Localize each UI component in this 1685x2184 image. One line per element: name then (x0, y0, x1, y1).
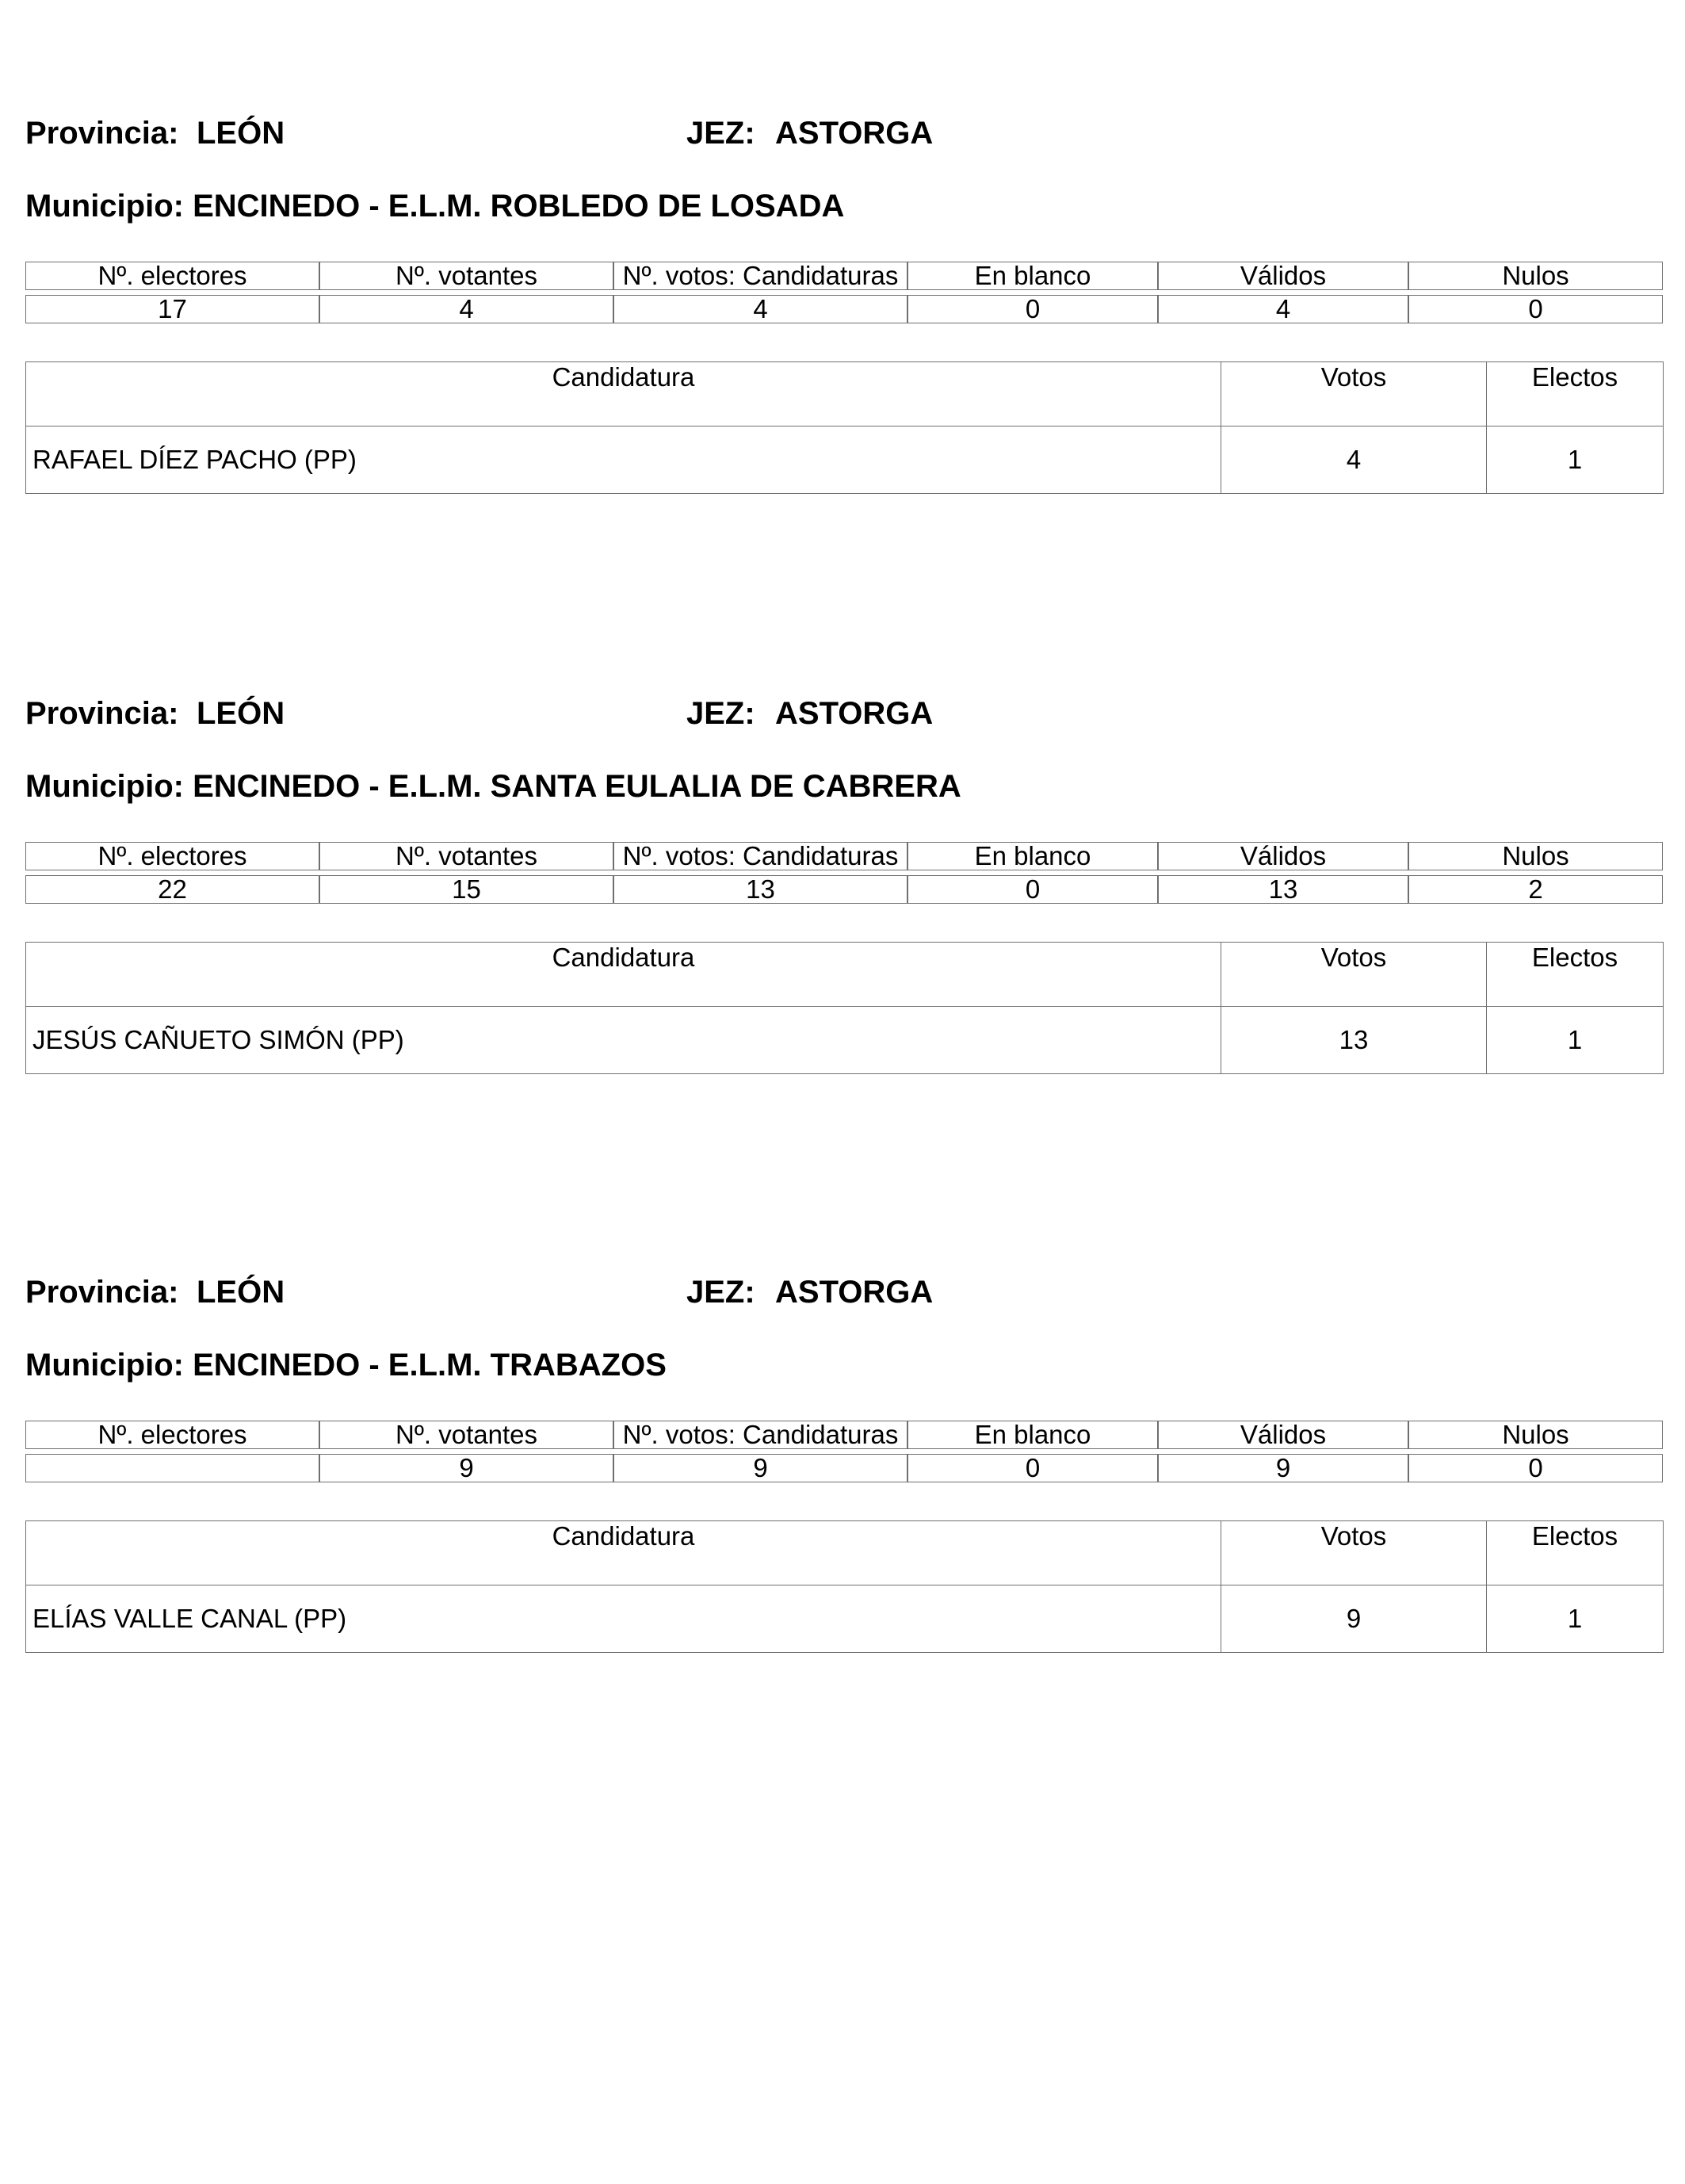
stats-header-electores: Nº. electores (25, 842, 319, 870)
candidate-name: JESÚS CAÑUETO SIMÓN (PP) (26, 1007, 1221, 1074)
stats-validos: 9 (1158, 1454, 1408, 1482)
cand-header-votos: Votos (1221, 943, 1487, 1007)
stats-votos-candidaturas: 4 (613, 295, 907, 323)
candidate-votos: 13 (1221, 1007, 1487, 1074)
municipio-value: ENCINEDO - E.L.M. ROBLEDO DE LOSADA (193, 189, 845, 224)
candidate-electos: 1 (1487, 426, 1664, 494)
stats-table (25, 262, 1663, 323)
cand-header-votos: Votos (1221, 362, 1487, 426)
stats-en-blanco: 0 (907, 295, 1158, 323)
stats-header-electores: Nº. electores (25, 262, 319, 290)
stats-nulos: 2 (1408, 875, 1663, 904)
municipio-label: Municipio: (25, 769, 184, 804)
cand-header-electos: Electos (1487, 362, 1664, 426)
stats-votos-candidaturas: 13 (613, 875, 907, 904)
municipio-line (25, 1348, 1663, 1395)
jez-label: JEZ: (686, 1275, 755, 1310)
stats-validos: 13 (1158, 875, 1408, 904)
candidate-votos: 4 (1221, 426, 1487, 494)
cand-header-candidatura: Candidatura (26, 1521, 1221, 1585)
table-row (26, 1585, 1664, 1653)
cand-header-candidatura: Candidatura (26, 362, 1221, 426)
table-row (26, 426, 1664, 494)
stats-nulos: 0 (1408, 295, 1663, 323)
candidates-table (25, 361, 1664, 494)
stats-nulos: 0 (1408, 1454, 1663, 1482)
stats-header-nulos: Nulos (1408, 842, 1663, 870)
stats-header-validos: Válidos (1158, 1421, 1408, 1449)
header-line (25, 116, 1663, 163)
stats-votantes: 4 (319, 295, 613, 323)
header-line (25, 696, 1663, 744)
provincia-label: Provincia: (25, 116, 179, 151)
jez-label: JEZ: (686, 696, 755, 731)
municipio-line (25, 189, 1663, 236)
stats-header-validos: Válidos (1158, 262, 1408, 290)
provincia-value: LEÓN (197, 116, 285, 151)
stats-header-votos-candidaturas: Nº. votos: Candidaturas (613, 1421, 907, 1449)
stats-header-votantes: Nº. votantes (319, 1421, 613, 1449)
stats-en-blanco: 0 (907, 875, 1158, 904)
stats-votos-candidaturas: 9 (613, 1454, 907, 1482)
jez-label: JEZ: (686, 116, 755, 151)
jez-value: ASTORGA (775, 1275, 934, 1310)
stats-header-votantes: Nº. votantes (319, 262, 613, 290)
candidate-name: RAFAEL DÍEZ PACHO (PP) (26, 426, 1221, 494)
stats-header-votantes: Nº. votantes (319, 842, 613, 870)
result-section-2 (25, 696, 1663, 1074)
municipio-label: Municipio: (25, 189, 184, 224)
stats-validos: 4 (1158, 295, 1408, 323)
stats-header-votos-candidaturas: Nº. votos: Candidaturas (613, 842, 907, 870)
municipio-line (25, 769, 1663, 817)
jez-value: ASTORGA (775, 696, 934, 731)
candidate-name: ELÍAS VALLE CANAL (PP) (26, 1585, 1221, 1653)
stats-electores (25, 1454, 319, 1482)
candidates-table (25, 1520, 1664, 1653)
stats-electores: 17 (25, 295, 319, 323)
cand-header-electos: Electos (1487, 1521, 1664, 1585)
stats-header-validos: Válidos (1158, 842, 1408, 870)
provincia-value: LEÓN (197, 1275, 285, 1310)
result-section-1 (25, 116, 1663, 494)
stats-votantes: 15 (319, 875, 613, 904)
stats-header-nulos: Nulos (1408, 1421, 1663, 1449)
stats-header-nulos: Nulos (1408, 262, 1663, 290)
stats-en-blanco: 0 (907, 1454, 1158, 1482)
stats-header-en-blanco: En blanco (907, 1421, 1158, 1449)
municipio-value: ENCINEDO - E.L.M. TRABAZOS (193, 1348, 667, 1383)
candidate-electos: 1 (1487, 1585, 1664, 1653)
stats-header-en-blanco: En blanco (907, 262, 1158, 290)
provincia-label: Provincia: (25, 1275, 179, 1310)
candidate-electos: 1 (1487, 1007, 1664, 1074)
stats-header-en-blanco: En blanco (907, 842, 1158, 870)
table-row (26, 1007, 1664, 1074)
jez-value: ASTORGA (775, 116, 934, 151)
stats-header-electores: Nº. electores (25, 1421, 319, 1449)
header-line (25, 1275, 1663, 1322)
stats-header-votos-candidaturas: Nº. votos: Candidaturas (613, 262, 907, 290)
cand-header-candidatura: Candidatura (26, 943, 1221, 1007)
result-section-3 (25, 1275, 1663, 1653)
candidate-votos: 9 (1221, 1585, 1487, 1653)
municipio-value: ENCINEDO - E.L.M. SANTA EULALIA DE CABRERA (193, 769, 961, 804)
municipio-label: Municipio: (25, 1348, 184, 1383)
provincia-label: Provincia: (25, 696, 179, 731)
cand-header-electos: Electos (1487, 943, 1664, 1007)
provincia-value: LEÓN (197, 696, 285, 731)
stats-table (25, 842, 1663, 904)
cand-header-votos: Votos (1221, 1521, 1487, 1585)
stats-table (25, 1421, 1663, 1482)
candidates-table (25, 942, 1664, 1074)
stats-electores: 22 (25, 875, 319, 904)
stats-votantes: 9 (319, 1454, 613, 1482)
